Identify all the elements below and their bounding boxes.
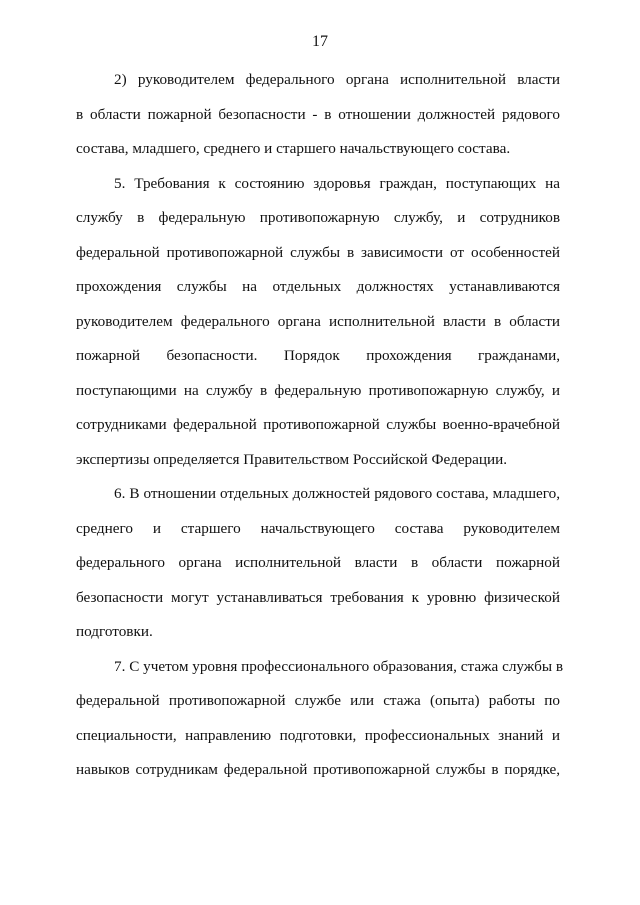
- text-line: федеральной противопожарной службе или стажа (опыта) работы по: [76, 692, 560, 709]
- text-line: подготовки.: [76, 623, 153, 640]
- paragraph-7: [76, 650, 563, 788]
- text-line: федерального органа исполнительной власти в области пожарной: [76, 554, 560, 571]
- paragraph-5: [76, 167, 560, 478]
- text-line: руководителем федерального органа исполнительной власти в области: [76, 312, 560, 330]
- text-line: безопасности могут устанавливаться требования к уровню физической: [76, 588, 560, 606]
- page-number: 17: [312, 33, 328, 50]
- text-line: сотрудниками федеральной противопожарной службы военно-врачебной: [76, 416, 560, 433]
- text-line: экспертизы определяется Правительством Российской Федерации.: [76, 450, 508, 468]
- text-line: федеральной противопожарной службы в зависимости от особенностей: [76, 243, 560, 261]
- text-line: навыков сотрудникам федеральной противопожарной службы в порядке,: [76, 761, 560, 778]
- text-line: прохождения службы на отдельных должностях устанавливаются: [76, 278, 560, 295]
- paragraph-1: [76, 63, 560, 167]
- document-body: [76, 63, 563, 788]
- text-line: службу в федеральную противопожарную службу, и сотрудников: [76, 209, 560, 226]
- paragraph-6: [76, 477, 560, 650]
- text-line: специальности, направлению подготовки, профессиональных знаний и: [76, 726, 560, 744]
- text-line: в области пожарной безопасности - в отношении должностей рядового: [76, 105, 560, 123]
- text-line: 6. В отношении отдельных должностей рядового состава, младшего,: [114, 485, 560, 502]
- text-line: пожарной безопасности. Порядок прохождения гражданами,: [76, 347, 560, 364]
- text-line: поступающими на службу в федеральную противопожарную службу, и: [76, 381, 560, 399]
- text-line: 7. С учетом уровня профессионального образования, стажа службы в: [114, 657, 563, 675]
- text-line: 5. Требования к состоянию здоровья граждан, поступающих на: [114, 174, 560, 192]
- text-line: состава, младшего, среднего и старшего начальствующего состава.: [76, 140, 511, 157]
- text-line: 2) руководителем федерального органа исполнительной власти: [114, 71, 560, 88]
- text-line: среднего и старшего начальствующего состава руководителем: [76, 519, 560, 537]
